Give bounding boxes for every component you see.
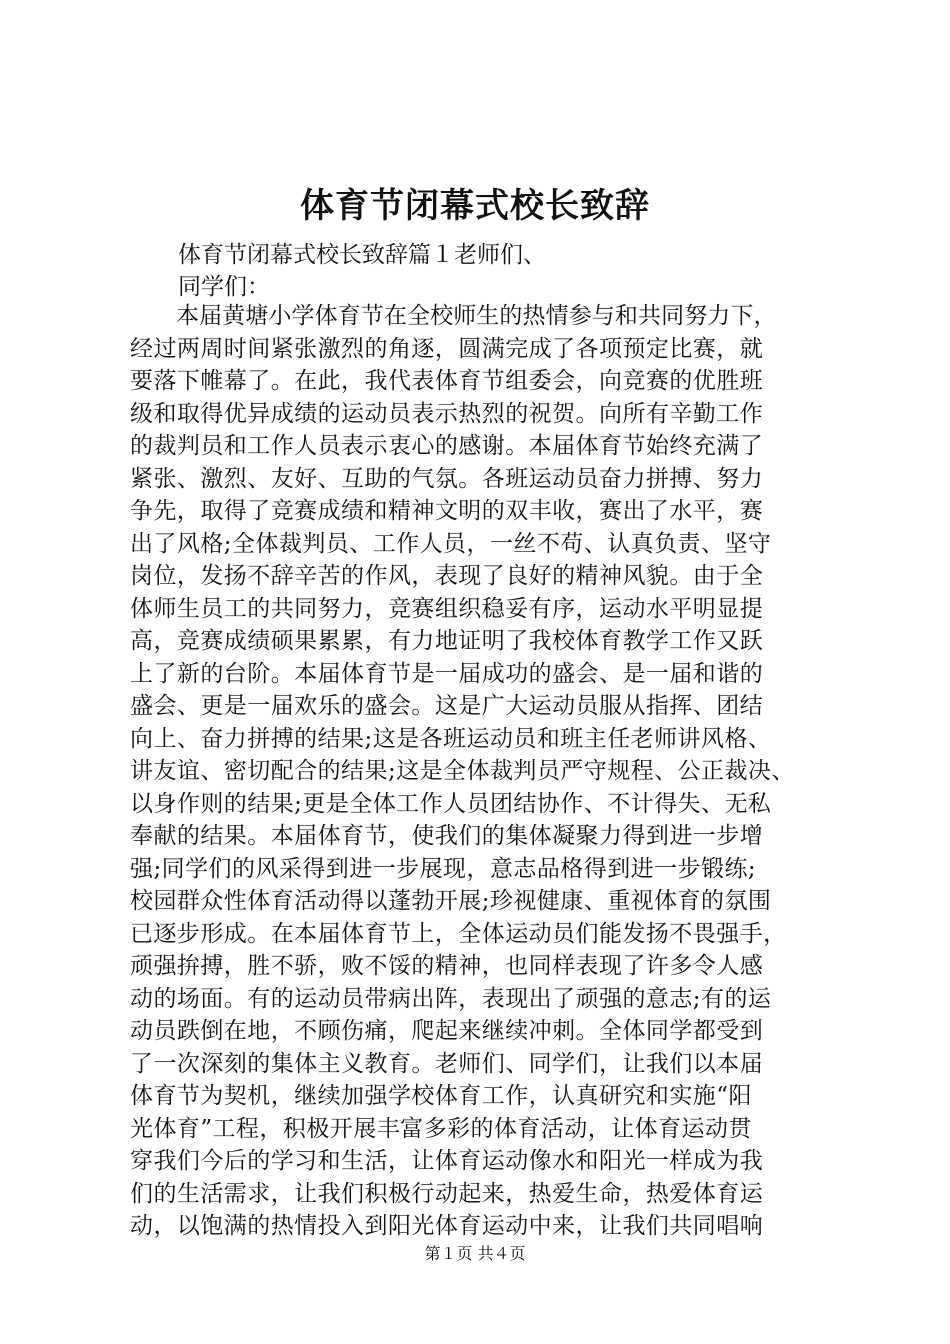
body-line: 已逐步形成。在本届体育节上，全体运动员们能发扬不畏强手，: [130, 920, 787, 947]
body-line: 顽强拚搏，胜不骄，败不馁的精神，也同样表现了许多令人感: [130, 953, 764, 979]
intro-line-2: 同学们：: [178, 274, 270, 300]
body-line: 的裁判员和工作人员表示衷心的感谢。本届体育节始终充满了: [130, 433, 764, 459]
body-line: 要落下帷幕了。在此，我代表体育节组委会，向竞赛的优胜班: [130, 368, 764, 394]
body-line: 本届黄塘小学体育节在全校师生的热情参与和共同努力下，: [176, 303, 777, 329]
body-paragraph: [130, 300, 835, 1243]
page-number-footer: 第１页 共４页: [424, 1244, 526, 1263]
body-line: 奉献的结果。本届体育节，使我们的集体凝聚力得到进一步增: [130, 823, 764, 849]
document-title: 体育节闭幕式校长致辞: [300, 186, 650, 226]
body-line: 岗位，发扬不辞辛苦的作风，表现了良好的精神风貌。由于全: [130, 563, 764, 589]
body-line: 体师生员工的共同努力，竞赛组织稳妥有序，运动水平明显提: [130, 595, 764, 622]
body-line: 光体育”工程，积极开展丰富多彩的体育活动，让体育运动贯: [130, 1115, 752, 1142]
body-line: 上了新的台阶。本届体育节是一届成功的盛会、是一届和谐的: [130, 660, 764, 687]
body-line: 盛会、更是一届欢乐的盛会。这是广大运动员服从指挥、团结: [130, 693, 764, 719]
body-line: 经过两周时间紧张激烈的角逐，圆满完成了各项预定比赛，就: [130, 335, 764, 362]
body-line: 们的生活需求，让我们积极行动起来，热爱生命，热爱体育运: [130, 1180, 764, 1207]
body-line: 紧张、激烈、友好、互助的气氛。各班运动员奋力拼搏、努力: [130, 465, 764, 492]
body-line: 高，竞赛成绩硕果累累，有力地证明了我校体育教学工作又跃: [130, 628, 764, 654]
body-line: 校园群众性体育活动得以蓬勃开展;珍视健康、重视体育的氛围: [130, 888, 772, 914]
body-line: 动，以饱满的热情投入到阳光体育运动中来，让我们共同唱响: [130, 1213, 764, 1239]
body-line: 出了风格;全体裁判员、工作人员，一丝不苟、认真负责、坚守: [130, 530, 772, 557]
body-line: 强;同学们的风采得到进一步展现，意志品格得到进一步锻练;: [130, 855, 757, 882]
body-line: 向上、奋力拼搏的结果;这是各班运动员和班主任老师讲风格、: [130, 725, 772, 752]
body-line: 体育节为契机，继续加强学校体育工作，认真研究和实施“阳: [130, 1083, 752, 1109]
body-line: 级和取得优异成绩的运动员表示热烈的祝贺。向所有辛勤工作: [130, 400, 764, 427]
body-line: 动员跌倒在地，不顾伤痛，爬起来继续冲刺。全体同学都受到: [130, 1018, 764, 1044]
body-line: 争先，取得了竞赛成绩和精神文明的双丰收，赛出了水平，赛: [130, 498, 764, 524]
body-line: 穿我们今后的学习和生活，让体育运动像水和阳光一样成为我: [130, 1148, 764, 1174]
body-line: 动的场面。有的运动员带病出阵，表现出了顽强的意志;有的运: [130, 985, 772, 1012]
body-line: 了一次深刻的集体主义教育。老师们、同学们，让我们以本届: [130, 1050, 764, 1077]
body-line: 以身作则的结果;更是全体工作人员团结协作、不计得失、无私: [130, 790, 772, 817]
intro-line-1: 体育节闭幕式校长致辞篇１老师们、: [178, 242, 546, 268]
body-line: 讲友谊、密切配合的结果;这是全体裁判员严守规程、公正裁决、: [130, 758, 795, 784]
